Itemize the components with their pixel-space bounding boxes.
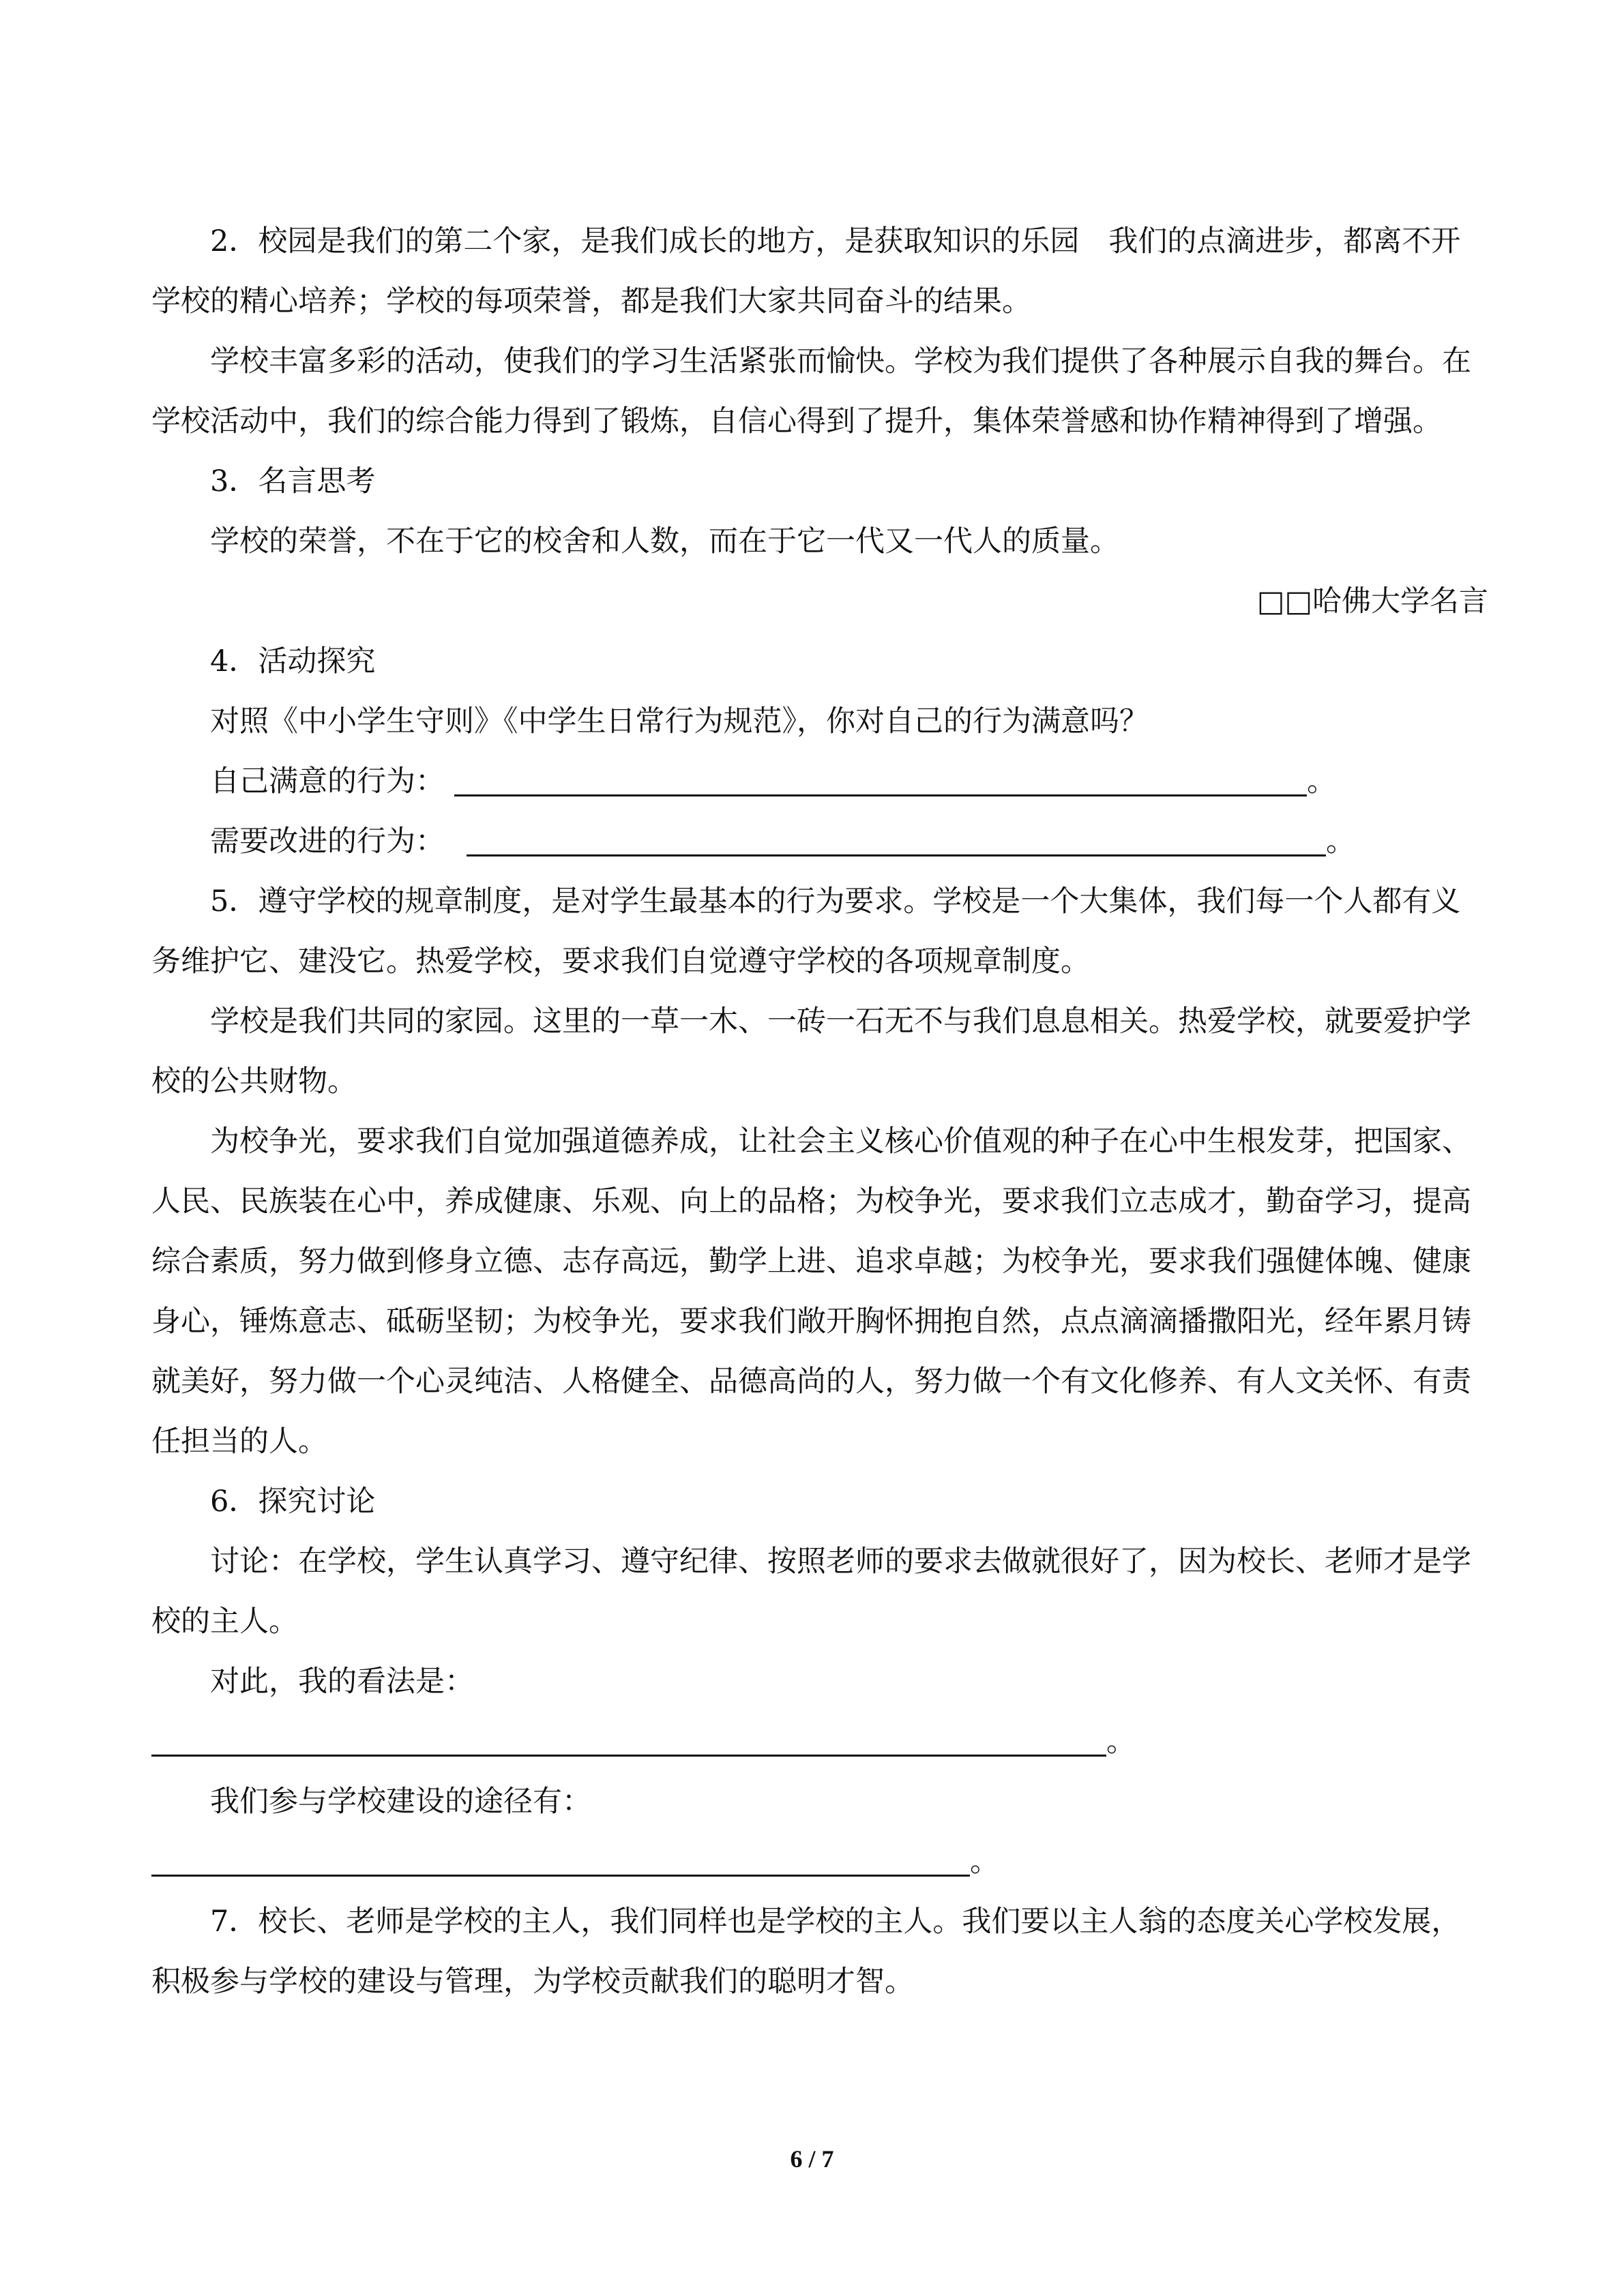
quote-text: 学校的荣誉，不在于它的校舍和人数，而在于它一代又一代人的质量。 [210, 524, 1119, 558]
heading-4: 4．活动探究 [210, 644, 376, 679]
paragraph-5c: 为校争光，要求我们自觉加强道德养成，让社会主义核心价值观的种子在心中生根发芽，把国家、人民、民族装在心中，养成健康、乐观、向上的品格；为校争光，要求我们立志成才，勤奋学习，提高综合素质，努力做到修身立德、志存高远，勤学上进、追求卓越；为校争光，要求我们强健体魄、健康身心，锤炼意志、砥砺坚韧；为校争光，要求我们敞开胸怀拥抱自然，点点滴滴播撒阳光，经年累月铸就美好，努力做一个心灵纯洁、人格健全、品德高尚的人，努力做一个有文化修养、有人文关怀、有责任担当的人。 [151, 1124, 1471, 1459]
paragraph-5: 5．遵守学校的规章制度，是对学生最基本的行为要求。学校是一个大集体，我们每一个人都有义务维护它、建没它。热爱学校，要求我们自觉遵守学校的各项规章制度。 [151, 884, 1461, 979]
period: 。 [1307, 764, 1336, 799]
paragraph-5b: 学校是我们共同的家园。这里的一草一木、一砖一石无不与我们息息相关。热爱学校，就要爱护学校的公共财物。 [151, 1004, 1471, 1099]
page-number: 6 / 7 [790, 2145, 834, 2173]
fill-satisfied-blank[interactable] [454, 754, 1307, 796]
ways-answer-blank[interactable] [151, 1834, 970, 1877]
fill-improve-label: 需要改进的行为： [210, 824, 445, 859]
fill-satisfied-label: 自己满意的行为： [210, 764, 445, 799]
period: 。 [1326, 824, 1355, 859]
heading-6: 6．探究讨论 [210, 1485, 376, 1519]
paragraph-7: 7．校长、老师是学校的主人，我们同样也是学校的主人。我们要以主人翁的态度关心学校发展，积极参与学校的建设与管理，为学校贡献我们的聪明才智。 [151, 1905, 1461, 1999]
period: 。 [970, 1845, 999, 1879]
heading-3: 3．名言思考 [210, 464, 376, 498]
ways-answer-row [151, 1832, 1488, 1892]
paragraph-activities: 学校丰富多彩的活动，使我们的学习生活紧张而愉快。学校为我们提供了各种展示自我的舞台。在学校活动中，我们的综合能力得到了锻炼，自信心得到了提升，集体荣誉感和协作精神得到了增强。 [151, 344, 1471, 438]
fill-satisfied-row [151, 751, 1488, 811]
paragraph-6: 讨论：在学校，学生认真学习、遵守纪律、按照老师的要求去做就很好了，因为校长、老师才是学校的主人。 [151, 1545, 1471, 1639]
paragraph-6-ways: 我们参与学校建设的途径有： [210, 1785, 591, 1819]
document-body [151, 211, 1488, 2012]
quote-source: □□哈佛大学名言 [1256, 584, 1488, 618]
view-answer-row [151, 1712, 1488, 1772]
fill-improve-row [151, 811, 1488, 871]
paragraph-4: 对照《中小学生守则》《中学生日常行为规范》，你对自己的行为满意吗？ [210, 704, 1149, 739]
fill-improve-blank[interactable] [467, 814, 1326, 856]
paragraph-2: 2．校园是我们的第二个家，是我们成长的地方，是获取知识的乐园 我们的点滴进步，都离不开学校的精心培养；学校的每项荣誉，都是我们大家共同奋斗的结果。 [151, 224, 1461, 318]
period: 。 [1106, 1725, 1136, 1759]
view-answer-blank[interactable] [151, 1714, 1106, 1757]
paragraph-6-view: 对此，我的看法是： [210, 1665, 474, 1699]
